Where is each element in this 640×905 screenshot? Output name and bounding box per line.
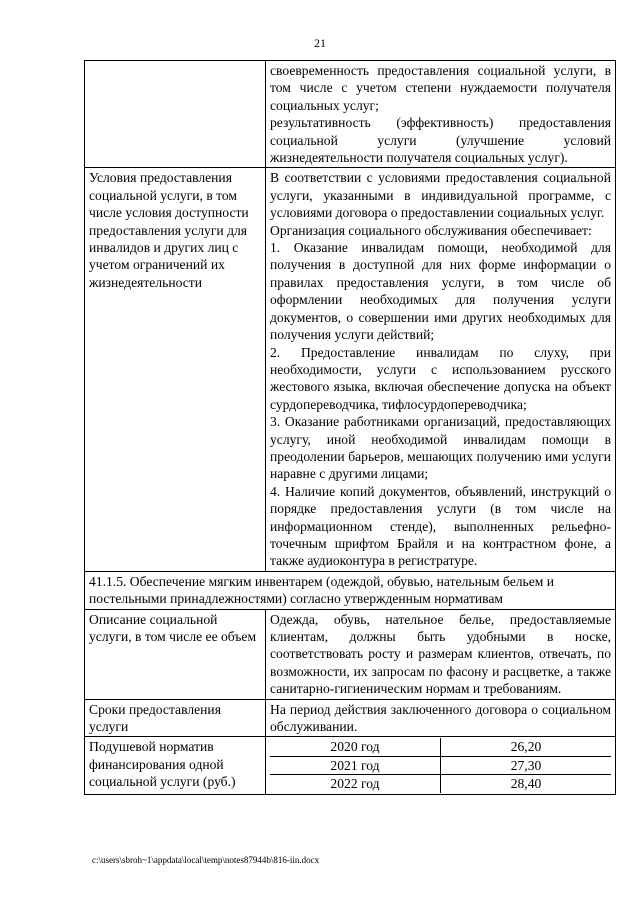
paragraph: 2. Предоставление инвалидам по слуху, при необходимости, услуги с использованием русского жестового языка, включая обеспечение допуска на объект сурдопереводчика, тифлосурдопереводчика;	[270, 344, 611, 412]
table-row	[85, 61, 616, 168]
paragraph: На период действия заключенного договора о социальном обслуживании.	[270, 701, 611, 735]
norm-value: 27,30	[441, 756, 612, 774]
paragraph: результативность (эффективность) предоставления социальной услуги (улучшение условий жизнедеятельности получателя социальных услуг).	[270, 115, 611, 166]
conditions-label: Условия предоставления социальной услуги, в том числе условия доступности предоставления услуги для инвалидов и других лиц с учетом ограничений их жизнедеятельности	[85, 168, 266, 571]
paragraph: своевременность предоставления социальной услуги, в том числе с учетом степени нуждаемости получателя социальных услуг;	[270, 63, 611, 113]
description-label: Описание социальной услуги, в том числе ее объем	[85, 609, 266, 699]
norm-value: 26,20	[441, 738, 612, 756]
norm-year: 2022 год	[270, 775, 441, 793]
table-row	[85, 609, 616, 699]
services-table	[84, 60, 616, 795]
empty-left-cell	[85, 61, 266, 168]
section-heading: 41.1.5. Обеспечение мягким инвентарем (одеждой, обувью, нательным бельем и постельными принадлежностями) согласно утвержденным нормативам	[85, 571, 616, 609]
paragraph: 1. Оказание инвалидам помощи, необходимой для получения в доступной для них форме информации о правилах предоставления услуги, в том числе об оформлении необходимых для получения услуги документов, о совершении ими других необходимых для получения услуги действий;	[270, 240, 611, 343]
conditions-cell	[266, 168, 616, 571]
paragraph: Одежда, обувь, нательное белье, предоставляемые клиентам, должны быть удобными в носке, соответствовать росту и размерам клиентов, отвечать, по возможности, их запросам по фасону и расцветке, а также санитарно-гигиеническим нормам и требованиям.	[270, 611, 611, 697]
table-row	[85, 699, 616, 737]
table-row	[85, 737, 616, 794]
terms-label: Сроки предоставления услуги	[85, 699, 266, 737]
norm-row	[270, 738, 611, 756]
norm-year: 2020 год	[330, 739, 380, 755]
paragraph: Организация социального обслуживания обеспечивает:	[270, 222, 592, 238]
description-cell	[266, 609, 616, 699]
table-row	[85, 168, 616, 571]
norm-value: 28,40	[441, 775, 612, 793]
norm-year: 2021 год	[270, 756, 441, 774]
norm-table	[270, 738, 611, 792]
norm-row	[270, 775, 611, 793]
paragraph: 4. Наличие копий документов, объявлений, инструкций о порядке предоставления услуги (в том числе на информационном стенде), выполненных рельефно-точечным шрифтом Брайля и на контрастном фоне, а также аудиоконтура в регистратуре.	[270, 483, 611, 569]
paragraph: В соответствии с условиями предоставления социальной услуги, указанными в индивидуальной программе, с условиями договора о предоставлении социальных услуг.	[270, 170, 611, 221]
page-number: 21	[314, 36, 326, 50]
paragraph: 3. Оказание работниками организаций, предоставляющих услугу, иной необходимой инвалидам помощи в преодолении барьеров, мешающих получению ими услуги наравне с другими лицами;	[270, 414, 611, 482]
quality-criteria-cell	[266, 61, 616, 168]
norm-values-cell	[266, 737, 616, 794]
terms-cell	[266, 699, 616, 737]
file-path-footer: c:\users\sbroh~1\appdata\local\temp\notes87944b\816-iin.docx	[92, 855, 320, 865]
section-heading-row	[85, 571, 616, 609]
norm-row	[270, 756, 611, 774]
norm-label: Подушевой норматив финансирования одной социальной услуги (руб.)	[85, 737, 266, 794]
